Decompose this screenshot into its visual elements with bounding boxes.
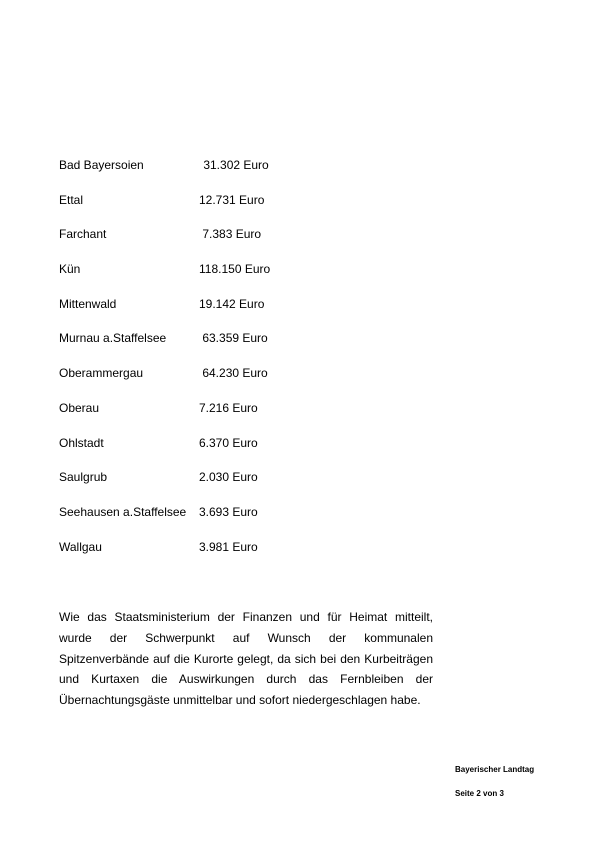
amount-value: 64.230 Euro <box>199 366 268 381</box>
amount-row <box>59 364 359 399</box>
amount-row <box>59 260 359 295</box>
amount-value: 12.731 Euro <box>199 192 265 207</box>
amount-row <box>59 295 359 330</box>
amount-row <box>59 434 359 469</box>
amount-row <box>59 225 359 260</box>
amount-row <box>59 468 359 503</box>
place-name: Kün <box>59 262 81 277</box>
footer-organization: Bayerischer Landtag <box>455 765 535 774</box>
amount-list <box>59 156 359 572</box>
amount-value: 3.981 Euro <box>199 539 258 554</box>
place-name: Oberau <box>59 400 100 415</box>
place-name: Saulgrub <box>59 470 108 485</box>
amount-value: 2.030 Euro <box>199 470 258 485</box>
amount-value: 31.302 Euro <box>200 158 269 172</box>
amount-row <box>59 399 359 434</box>
page-number: Seite 2 von 3 <box>455 789 504 798</box>
amount-value: 19.142 Euro <box>199 296 265 311</box>
place-name: Seehausen a.Staffelsee <box>59 504 187 519</box>
amount-row <box>59 191 359 226</box>
place-name: Farchant <box>59 227 107 242</box>
amount-row <box>59 538 359 573</box>
place-name: Murnau a.Staffelsee <box>59 331 167 346</box>
amount-value: 3.693 Euro <box>199 504 258 519</box>
place-name: Bad Bayersoien <box>59 158 144 172</box>
place-name: Ohlstadt <box>59 435 104 450</box>
place-name: Wallgau <box>59 539 102 554</box>
amount-value: 6.370 Euro <box>199 435 258 450</box>
amount-value: 7.383 Euro <box>199 227 262 242</box>
amount-row <box>59 503 359 538</box>
amount-row <box>59 156 359 191</box>
place-name: Mittenwald <box>59 296 117 311</box>
amount-value: 7.216 Euro <box>199 400 258 415</box>
amount-row <box>59 329 359 364</box>
place-name: Ettal <box>59 192 84 207</box>
place-name: Oberammergau <box>59 366 144 381</box>
amount-value: 118.150 Euro <box>199 262 271 277</box>
body-paragraph: Wie das Staatsministerium der Finanzen und für Heimat mitteilt, wurde der Schwerpunkt auf Wunsch der kommunalen Spitzenverbände auf die Kurorte gelegt, da sich bei den Kurbeiträgen und Kurtaxen die Auswirkungen durch das Fernbleiben der Übernachtungsgäste unmittelbar und sofort niedergeschlagen habe. <box>59 610 433 708</box>
amount-value: 63.359 Euro <box>199 331 268 346</box>
